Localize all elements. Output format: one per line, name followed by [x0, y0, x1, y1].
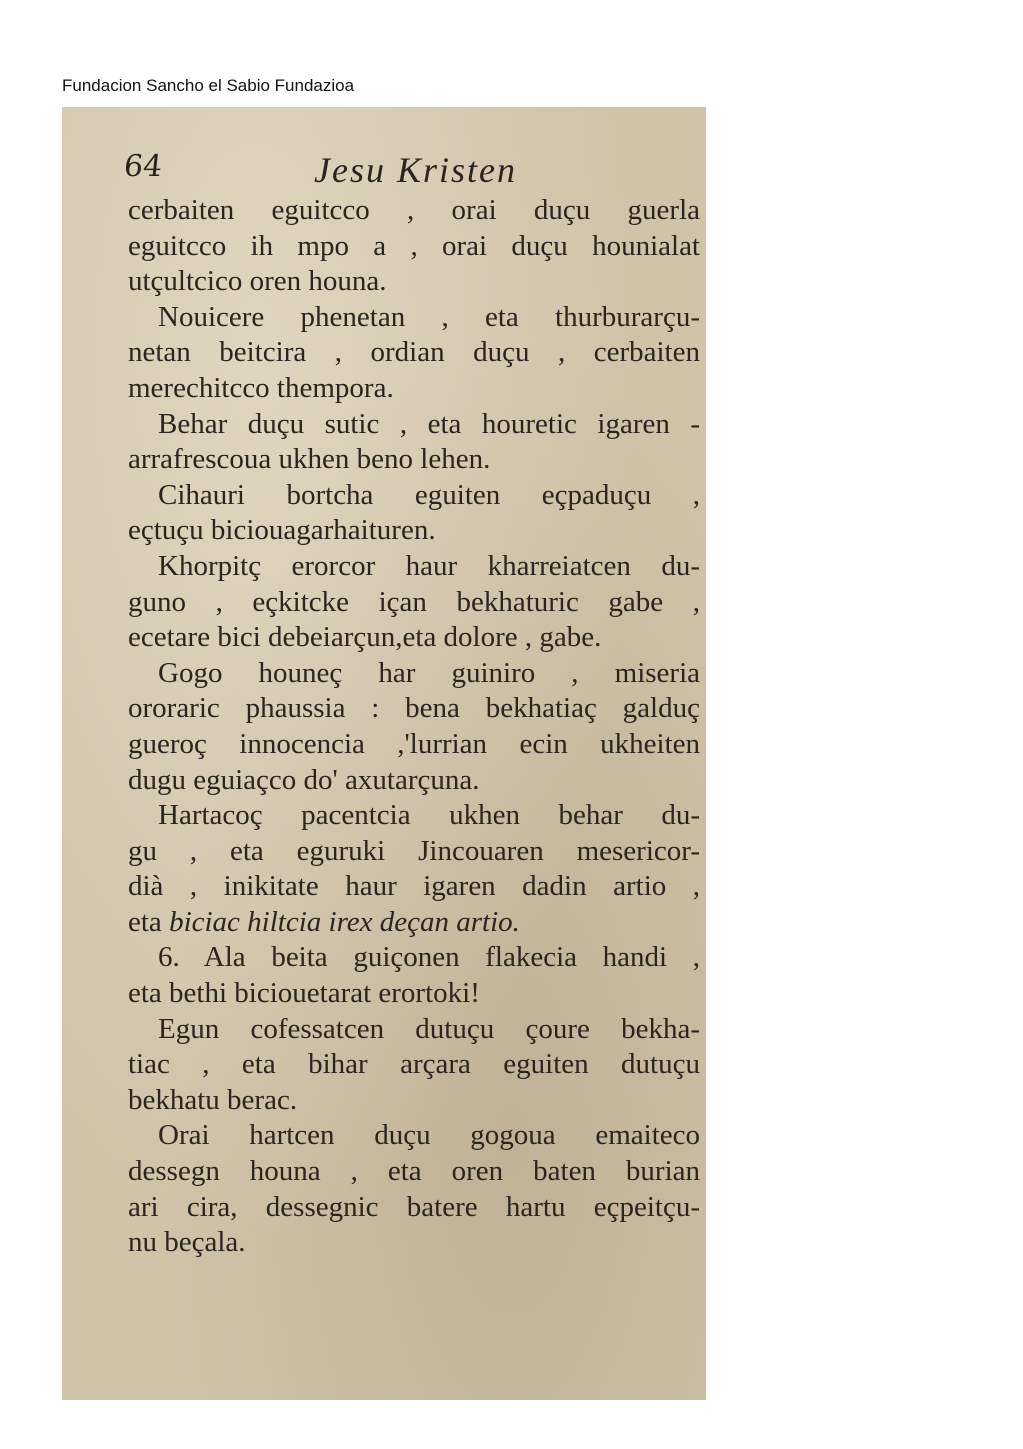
text-line [128, 1118, 700, 1154]
text-line-content: eta bethi biciouetarat erortoki! [128, 977, 480, 1010]
text-line-content: ari cira, dessegnic batere hartu eçpeitçu- [128, 1190, 700, 1223]
text-line [128, 193, 700, 229]
text-line [128, 407, 700, 443]
text-line [128, 905, 700, 941]
text-line-content: nu beçala. [128, 1226, 246, 1259]
text-line [128, 549, 700, 585]
source-header: Fundacion Sancho el Sabio Fundazioa [62, 76, 355, 95]
text-line [128, 869, 700, 905]
text-line [128, 940, 700, 976]
text-line [128, 1047, 700, 1083]
text-line [128, 763, 700, 799]
text-line [128, 1225, 700, 1261]
text-line [128, 656, 700, 692]
text-line [128, 478, 700, 514]
text-line-content: gueroç innocencia ,'lurrian ecin ukheiten [128, 727, 700, 760]
text-line-content: gu , eta eguruki Jincouaren mesericor- [128, 834, 700, 867]
text-line-content: netan beitcira , ordian duçu , cerbaiten [128, 336, 700, 369]
page-number: 64 [122, 149, 165, 184]
text-line-content: Khorpitç erorcor haur kharreiatcen du- [158, 549, 700, 582]
text-line-content: guno , eçkitcke içan bekhaturic gabe , [128, 585, 700, 618]
text-line [128, 1190, 700, 1226]
text-line-content: dessegn houna , eta oren baten burian [128, 1155, 700, 1188]
text-line-content: ecetare bici debeiarçun,eta dolore , gabe. [128, 621, 602, 654]
text-line-content: Nouicere phenetan , eta thurburarçu- [158, 300, 700, 333]
text-line [128, 1012, 700, 1048]
text-line [128, 834, 700, 870]
text-line-content: cerbaiten eguitcco , orai duçu guerla [128, 194, 700, 226]
text-line-content: Orai hartcen duçu gogoua emaiteco [158, 1119, 700, 1152]
text-line-content: utçultcico oren houna. [128, 265, 387, 298]
text-line [128, 691, 700, 727]
text-line [128, 727, 700, 763]
text-line-content: 6. Ala beita guiçonen flakecia handi , [158, 941, 700, 974]
text-line-content: dugu eguiaçco do' axutarçuna. [128, 763, 480, 796]
text-line-content: bekhatu berac. [128, 1083, 298, 1116]
text-line [128, 371, 700, 407]
text-line [128, 620, 700, 656]
text-line-content: arrafrescoua ukhen beno lehen. [128, 443, 491, 476]
text-line-content: Hartacoç pacentcia ukhen behar du- [158, 799, 700, 832]
body-text [128, 193, 700, 1261]
text-line [128, 585, 700, 621]
text-line-content: merechitcco thempora. [128, 371, 394, 404]
text-line-content: tiac , eta bihar arçara eguiten dutuçu [128, 1048, 700, 1081]
text-line-content: Egun cofessatcen dutuçu çoure bekha- [158, 1012, 700, 1045]
text-line-content: eçtuçu biciouagarhaituren. [128, 514, 436, 547]
running-title: Jesu Kristen [314, 150, 517, 190]
text-line-content: Gogo houneç har guiniro , miseria [158, 656, 700, 689]
text-line-italic: biciac hiltcia irex deçan artio. [169, 905, 520, 938]
text-line [128, 442, 700, 478]
text-line-content: dià , inikitate haur igaren dadin artio , [128, 870, 700, 903]
scanned-page [62, 107, 706, 1400]
text-line [128, 229, 700, 265]
page-head [124, 149, 644, 195]
text-line-content: eguitcco ih mpo a , orai duçu hounialat [128, 229, 700, 262]
text-line [128, 976, 700, 1012]
text-line [128, 335, 700, 371]
text-line-content: Behar duçu sutic , eta houretic igaren - [158, 407, 700, 440]
text-line-content: eta [128, 905, 170, 938]
text-line [128, 513, 700, 549]
text-line-content: Cihauri bortcha eguiten eçpaduçu , [158, 478, 700, 511]
text-line [128, 300, 700, 336]
text-line [128, 1083, 700, 1119]
text-line [128, 264, 700, 300]
text-line-content: ororaric phaussia : bena bekhatiaç galduç [128, 692, 700, 725]
text-line [128, 1154, 700, 1190]
text-line [128, 798, 700, 834]
